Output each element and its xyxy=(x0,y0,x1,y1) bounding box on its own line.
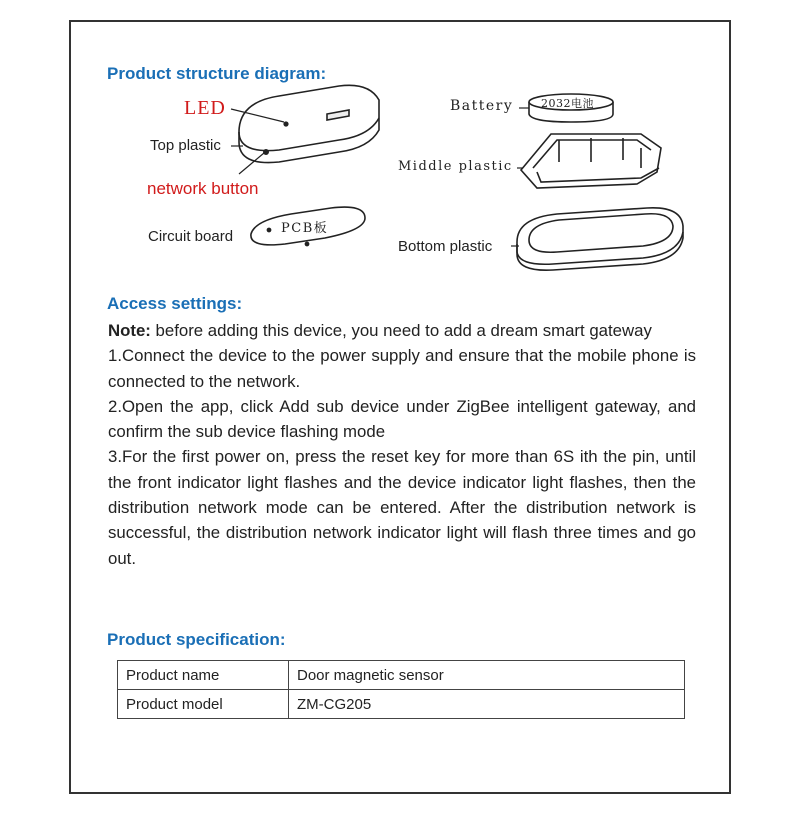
top-plastic-drawing xyxy=(239,85,379,162)
network-button-label: network button xyxy=(147,179,259,198)
diagram-heading: Product structure diagram: xyxy=(107,64,327,83)
table-row xyxy=(118,661,685,690)
table-row xyxy=(118,690,685,719)
pcb-print: PCB板 xyxy=(281,221,329,236)
spec-value: ZM-CG205 xyxy=(289,690,685,719)
middle-plastic-drawing xyxy=(521,134,661,188)
note-label: Note: xyxy=(108,321,151,340)
step-3: 3.For the first power on, press the reset key for more than 6S ith the pin, until the front indicator light flashes and the device indicator light flashes, then the distribution network mode can be entered. After the distribution network is successful, the distribution network indicator light will flash three times and go out. xyxy=(108,447,696,568)
top-plastic-label: Top plastic xyxy=(150,137,221,154)
battery-print: 2032电池 xyxy=(541,97,594,110)
manual-page xyxy=(69,20,731,794)
note-text: before adding this device, you need to add a dream smart gateway xyxy=(150,321,652,340)
bottom-plastic-label: Bottom plastic xyxy=(398,238,493,255)
bottom-plastic-drawing xyxy=(517,208,683,270)
step-1: 1.Connect the device to the power supply and ensure that the mobile phone is connected to the network. xyxy=(108,346,696,391)
spec-key: Product model xyxy=(118,690,289,719)
led-label: LED xyxy=(184,97,226,119)
circuit-board-label: Circuit board xyxy=(148,228,234,245)
spec-heading: Product specification: xyxy=(107,630,286,649)
middle-plastic-label: Middle plastic xyxy=(398,159,513,174)
step-2: 2.Open the app, click Add sub device under ZigBee intelligent gateway, and confirm the sub device flashing mode xyxy=(108,396,696,442)
access-instructions xyxy=(108,318,696,571)
battery-label: Battery xyxy=(450,98,514,114)
spec-key: Product name xyxy=(118,661,289,690)
spec-table xyxy=(117,660,685,719)
access-heading: Access settings: xyxy=(107,294,243,313)
spec-value: Door magnetic sensor xyxy=(289,661,685,690)
note-paragraph xyxy=(108,318,696,343)
